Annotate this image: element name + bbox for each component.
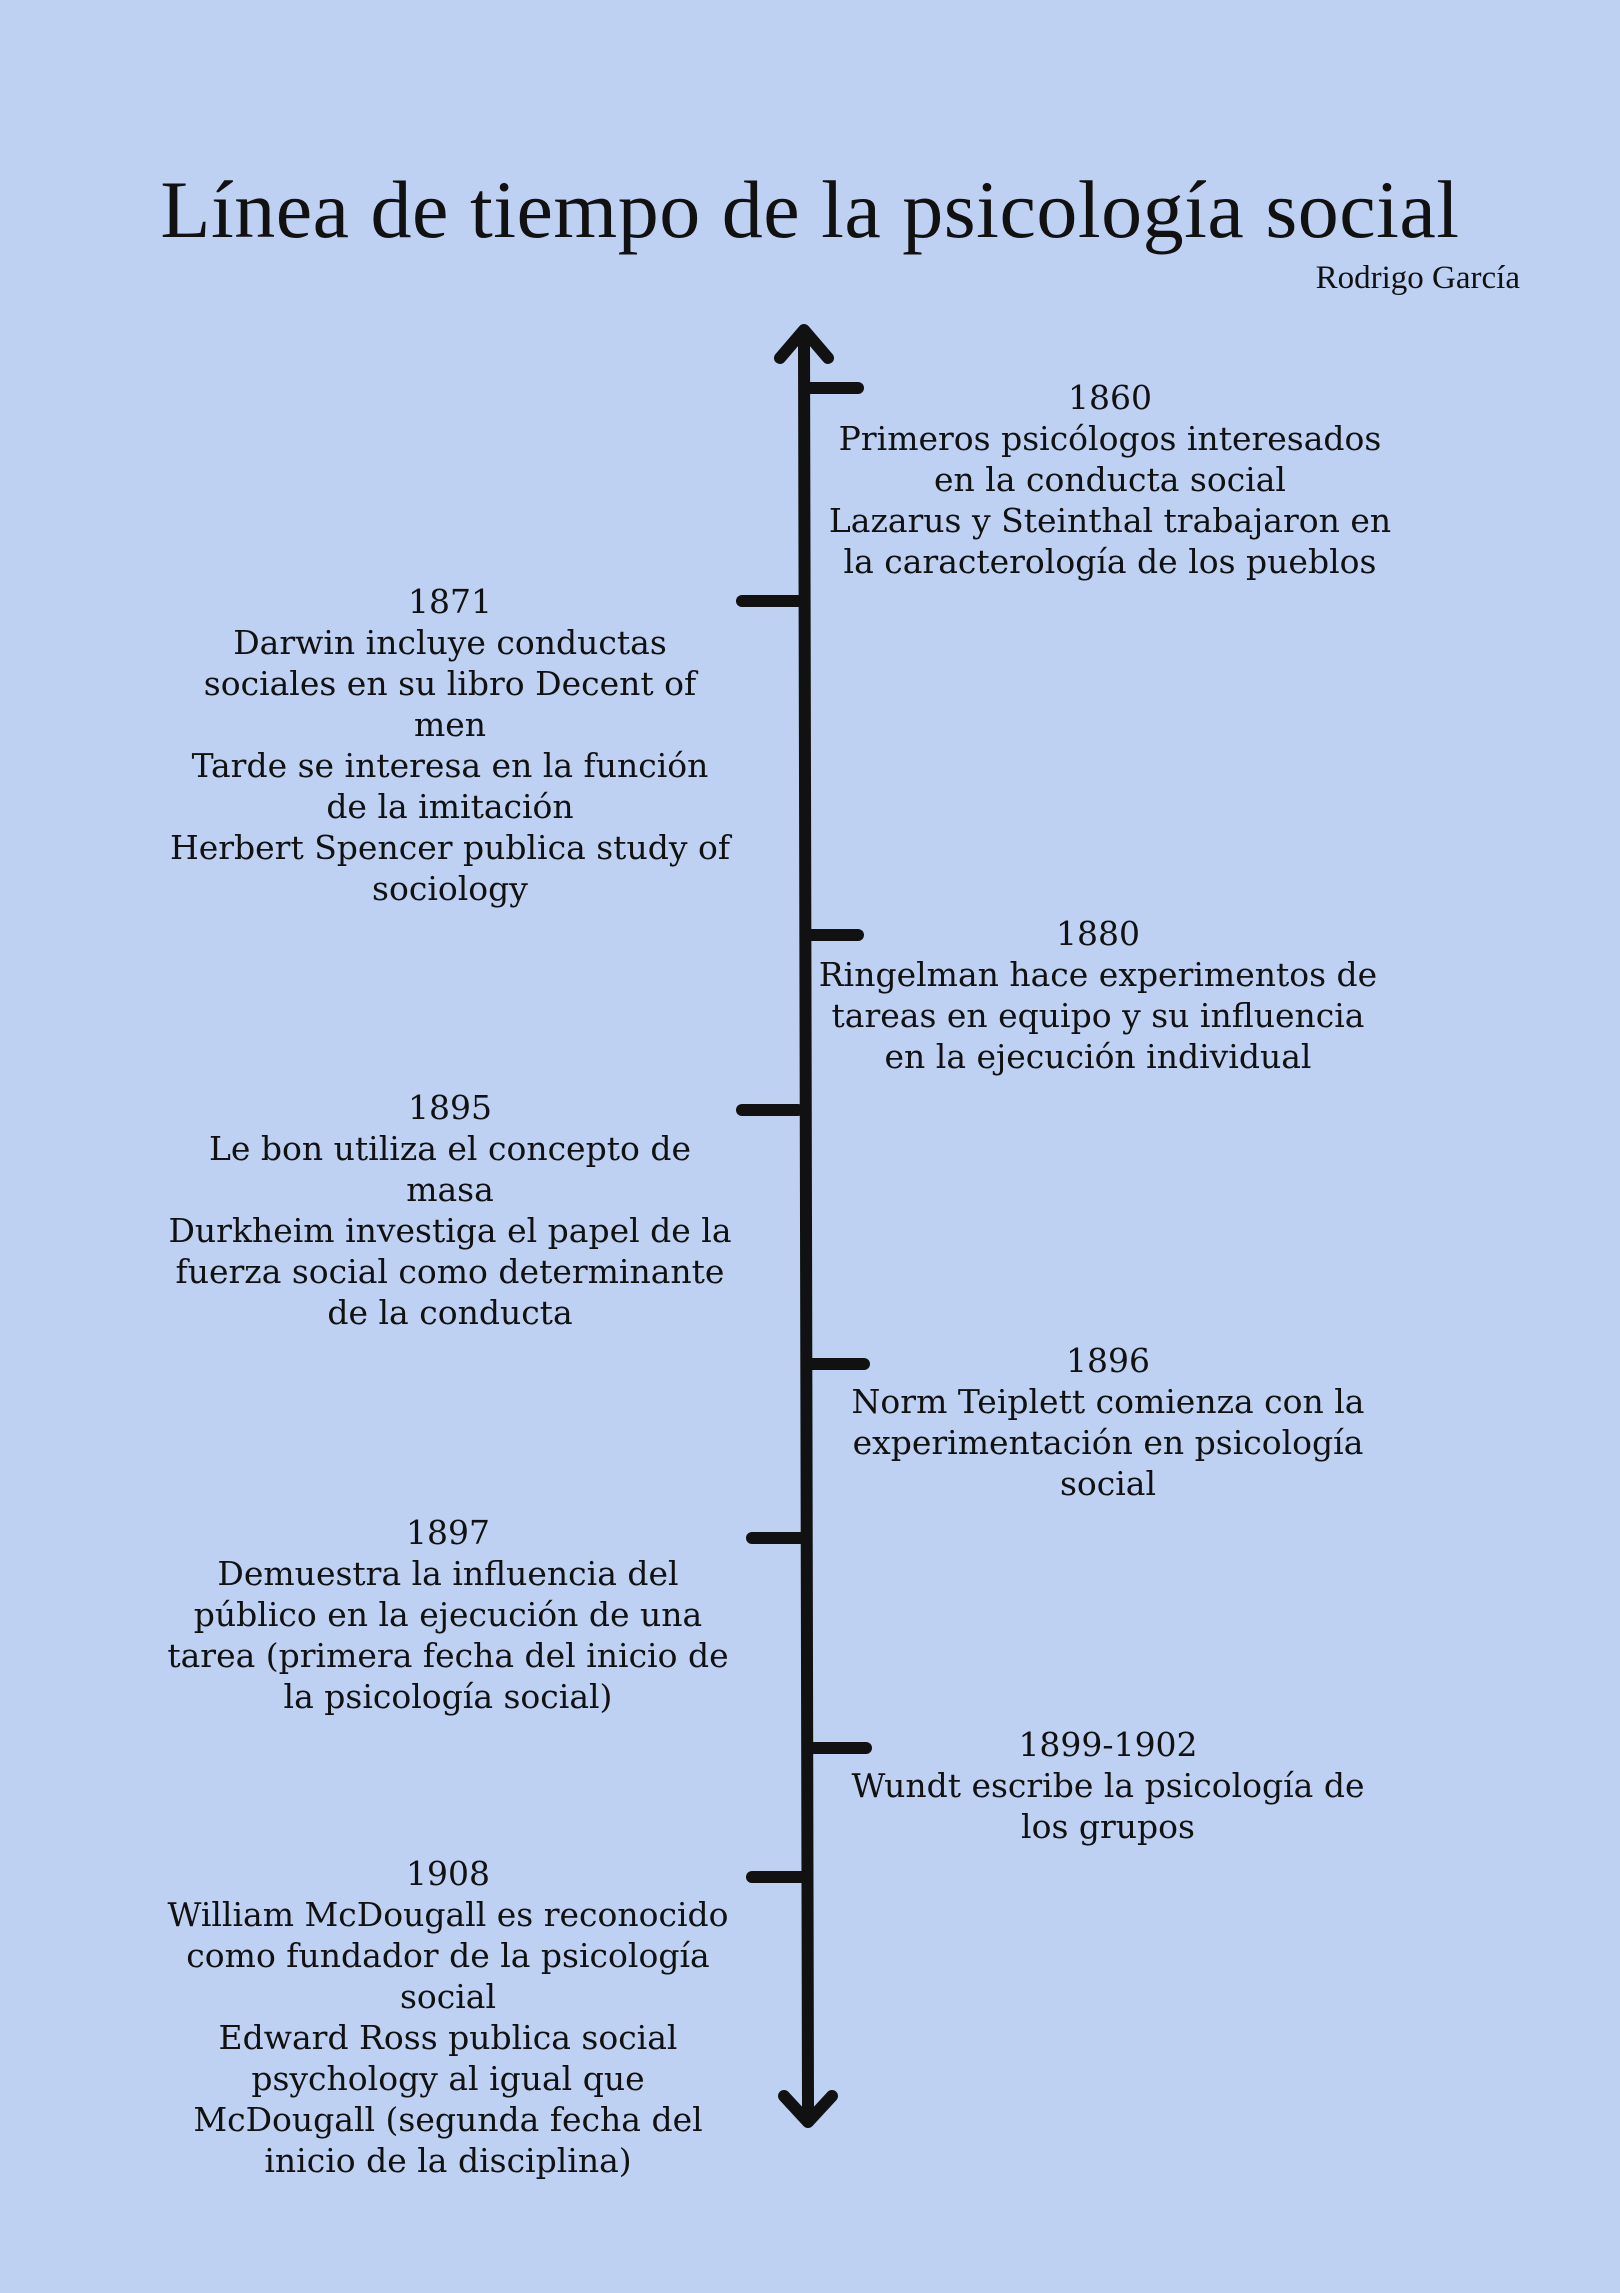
event-text: Ringelman hace experimentos de [818, 955, 1378, 994]
event-text: social [399, 1977, 497, 2016]
event-1860 [820, 377, 1400, 582]
event-year: 1860 [1068, 378, 1152, 417]
event-year: 1908 [406, 1854, 490, 1893]
event-year: 1897 [406, 1513, 490, 1552]
event-1908 [158, 1853, 738, 2181]
event-text: Darwin incluye conductas [233, 623, 667, 662]
event-text: sociology [372, 869, 528, 908]
event-year: 1871 [408, 582, 492, 621]
event-year: 1880 [1056, 914, 1140, 953]
event-text: de la conducta [327, 1293, 573, 1332]
event-text: Demuestra la influencia del [217, 1554, 679, 1593]
event-year: 1899-1902 [1018, 1725, 1198, 1764]
event-text: Norm Teiplett comienza con la [851, 1382, 1365, 1421]
event-text: público en la ejecución de una [193, 1595, 703, 1634]
event-text: experimentación en psicología [852, 1423, 1364, 1462]
event-text: masa [406, 1170, 494, 1209]
event-text: psychology al igual que [251, 2059, 645, 2098]
event-text: tareas en equipo y su influencia [831, 996, 1365, 1035]
event-text: men [413, 705, 487, 744]
event-year: 1896 [1066, 1341, 1150, 1380]
event-text: sociales en su libro Decent of [203, 664, 697, 703]
event-1880 [808, 913, 1388, 1077]
event-text: Primeros psicólogos interesados [838, 419, 1382, 458]
event-text: como fundador de la psicología [186, 1936, 710, 1975]
event-1896 [818, 1340, 1398, 1504]
author-name: Rodrigo García [1315, 260, 1520, 296]
event-text: Wundt escribe la psicología de [851, 1766, 1365, 1805]
event-1899-1902 [818, 1724, 1398, 1847]
event-text: Lazarus y Steinthal trabajaron en [828, 501, 1392, 540]
event-text: la psicología social) [283, 1677, 613, 1716]
event-text: Tarde se interesa en la función [191, 746, 709, 785]
event-text: social [1059, 1464, 1157, 1503]
timeline-line [804, 340, 808, 2108]
event-text: Le bon utiliza el concepto de [209, 1129, 691, 1168]
event-1871 [160, 581, 740, 909]
event-text: McDougall (segunda fecha del [193, 2100, 703, 2139]
page-title: Línea de tiempo de la psicología social [160, 164, 1460, 255]
event-1897 [158, 1512, 738, 1717]
event-text: inicio de la disciplina) [264, 2141, 632, 2180]
event-year: 1895 [408, 1088, 492, 1127]
event-text: Herbert Spencer publica study of [169, 828, 731, 867]
event-text: los grupos [1021, 1807, 1195, 1846]
event-text: tarea (primera fecha del inicio de [167, 1636, 729, 1675]
event-1895 [160, 1087, 740, 1333]
event-text: Edward Ross publica social [218, 2018, 678, 2057]
event-text: William McDougall es reconocido [167, 1895, 729, 1934]
event-text: fuerza social como determinante [175, 1252, 725, 1291]
event-text: en la ejecución individual [884, 1037, 1312, 1076]
event-text: de la imitación [326, 787, 574, 826]
event-text: en la conducta social [934, 460, 1286, 499]
event-text: la caracterología de los pueblos [843, 542, 1377, 581]
event-text: Durkheim investiga el papel de la [168, 1211, 732, 1250]
